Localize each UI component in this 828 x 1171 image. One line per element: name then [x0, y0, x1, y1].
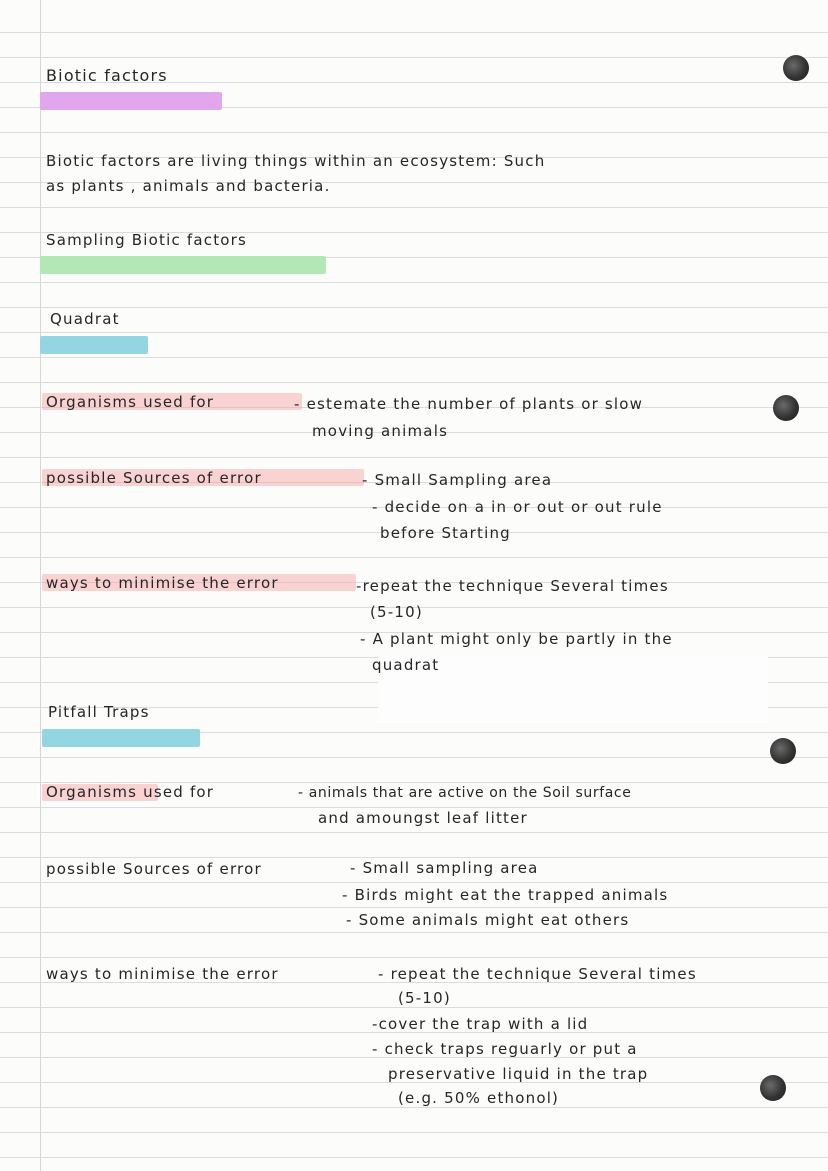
pitfall-used-for-line-1: - animals that are active on the Soil surface [298, 785, 632, 801]
binder-hole-3 [770, 738, 796, 764]
pitfall-minimise-line-2: (5-10) [398, 989, 451, 1007]
pitfall-minimise-line-5: preservative liquid in the trap [388, 1065, 649, 1083]
quadrat-minimise-label: ways to minimise the error [46, 574, 279, 592]
sampling-highlight [40, 256, 326, 274]
quadrat-errors-line-2: - decide on a in or out or out rule [372, 498, 663, 516]
title-highlight [40, 92, 222, 110]
quadrat-used-for-label: Organisms used for [46, 393, 215, 411]
quadrat-minimise-line-4: quadrat [372, 656, 440, 674]
quadrat-errors-line-1: - Small Sampling area [362, 471, 553, 489]
quadrat-errors-label: possible Sources of error [46, 469, 262, 487]
quadrat-heading: Quadrat [50, 310, 120, 328]
quadrat-minimise-line-1: -repeat the technique Several times [356, 577, 669, 595]
pitfall-errors-line-1: - Small sampling area [350, 859, 539, 877]
pitfall-used-for-label: Organisms used for [46, 783, 215, 801]
quadrat-errors-line-3: before Starting [380, 524, 511, 542]
pitfall-minimise-line-4: - check traps reguarly or put a [372, 1040, 638, 1058]
definition-line-2: as plants , animals and bacteria. [46, 177, 331, 195]
pitfall-errors-line-3: - Some animals might eat others [346, 911, 630, 929]
sampling-heading: Sampling Biotic factors [46, 231, 248, 249]
quadrat-minimise-line-2: (5-10) [370, 603, 423, 621]
quadrat-minimise-line-3: - A plant might only be partly in the [360, 630, 673, 648]
pitfall-heading: Pitfall Traps [48, 703, 150, 721]
quadrat-highlight [40, 336, 148, 354]
binder-hole-2 [773, 395, 799, 421]
margin-line [40, 0, 41, 1171]
pitfall-minimise-line-6: (e.g. 50% ethonol) [398, 1089, 560, 1107]
pitfall-minimise-line-3: -cover the trap with a lid [372, 1015, 589, 1033]
pitfall-minimise-line-1: - repeat the technique Several times [378, 965, 697, 983]
pitfall-highlight [42, 729, 200, 747]
quadrat-used-for-line-1: - estemate the number of plants or slow [294, 395, 644, 413]
quadrat-used-for-line-2: moving animals [312, 422, 449, 440]
definition-line-1: Biotic factors are living things within an ecosystem: Such [46, 152, 546, 170]
binder-hole-4 [760, 1075, 786, 1101]
binder-hole-1 [783, 55, 809, 81]
pitfall-errors-label: possible Sources of error [46, 860, 262, 878]
pitfall-minimise-label: ways to minimise the error [46, 965, 279, 983]
pitfall-errors-line-2: - Birds might eat the trapped animals [342, 886, 669, 904]
pitfall-used-for-line-2: and amoungst leaf litter [318, 809, 528, 827]
page-title: Biotic factors [46, 66, 168, 85]
